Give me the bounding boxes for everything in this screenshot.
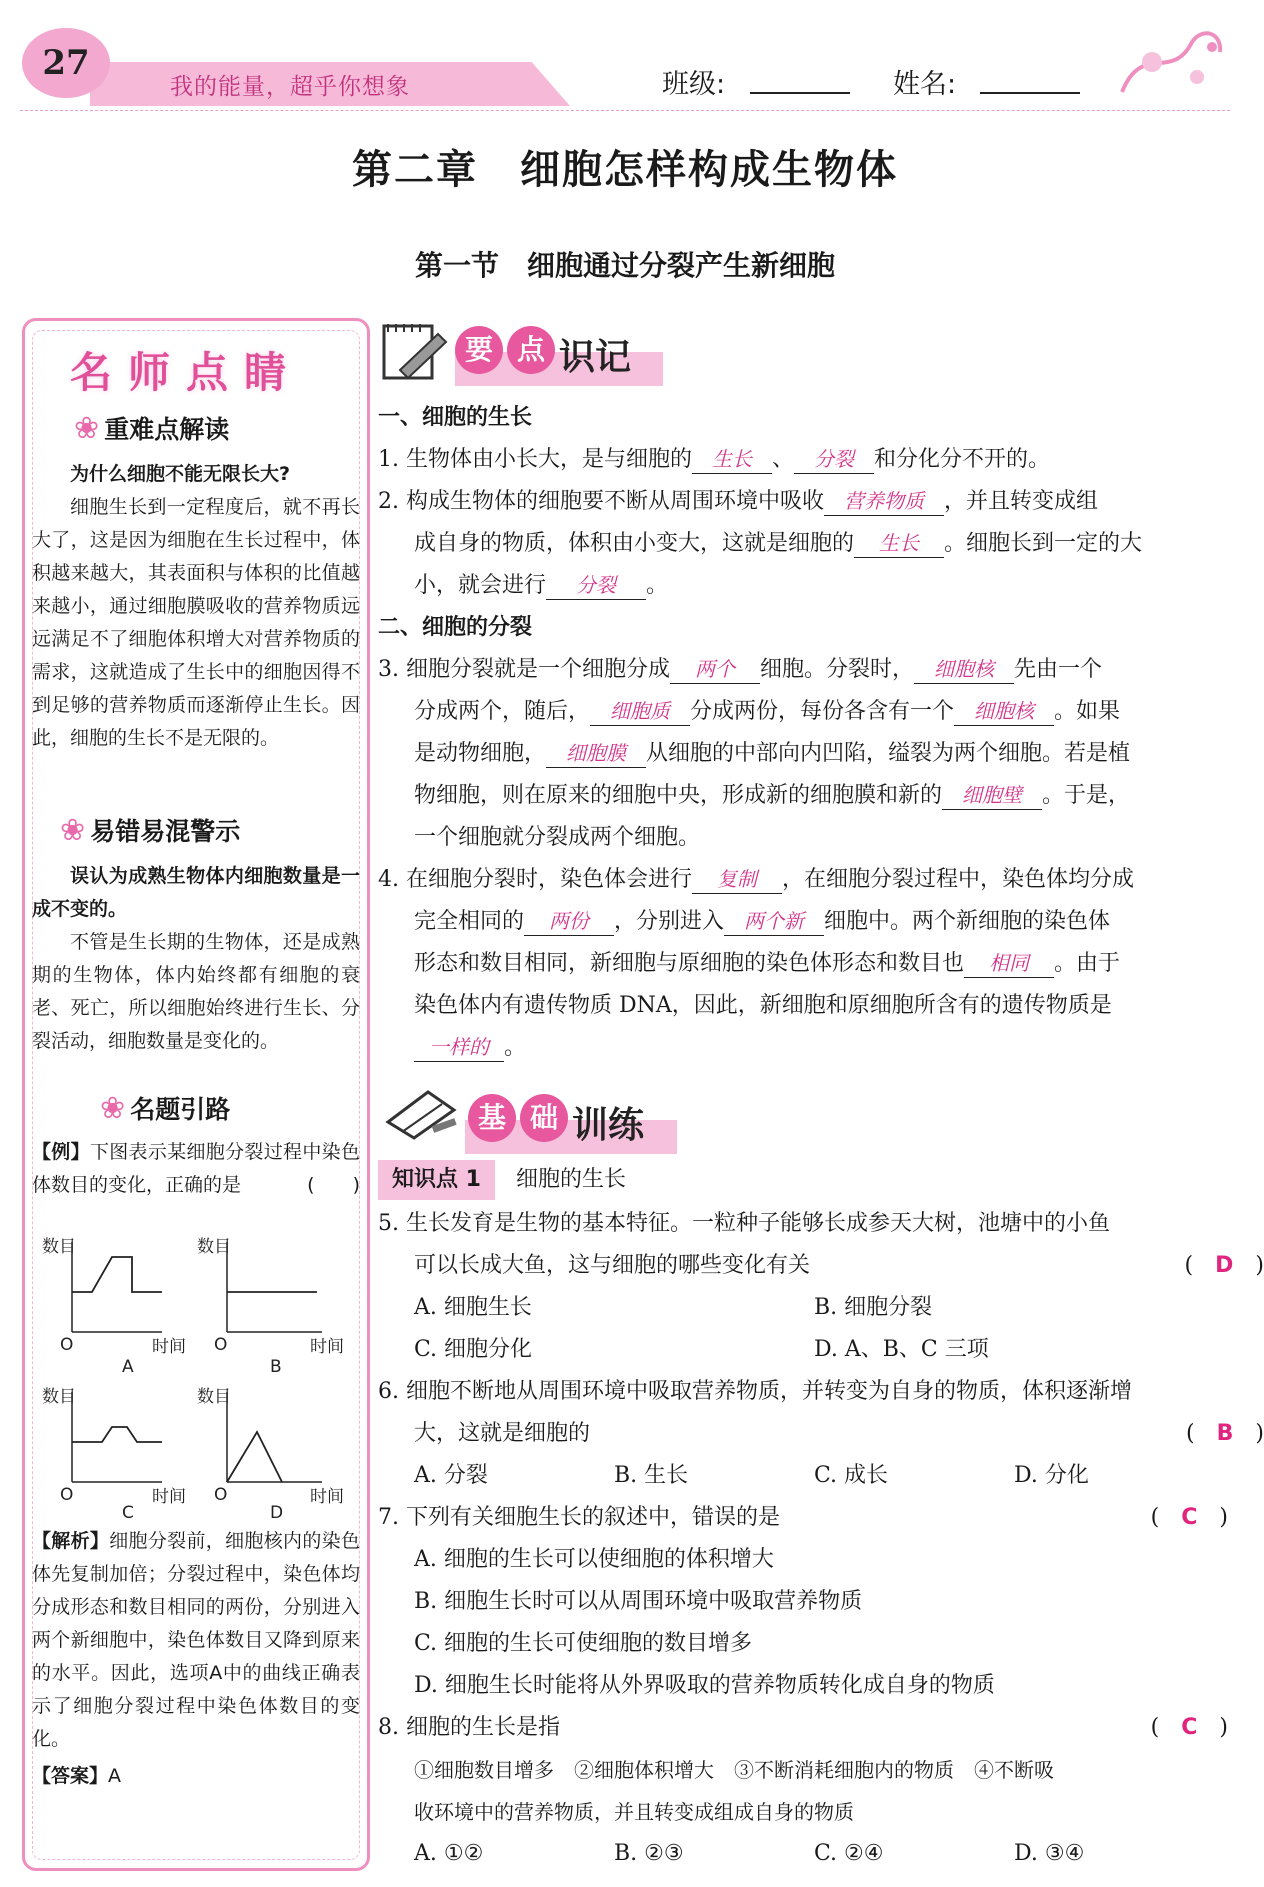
example-tag: 【例】 <box>32 1141 90 1163</box>
q1-blank-1[interactable]: 生长 <box>692 445 772 474</box>
q5-options-row-1 <box>378 1288 1264 1328</box>
class-label: 班级: <box>662 69 726 100</box>
q3-text: 从细胞的中部向内凹陷，缢裂为两个细胞。若是植 <box>646 741 1131 766</box>
q1-text: 生物体由小长大，是与细胞的 <box>406 447 693 472</box>
chapter-title: 第二章 细胞怎样构成生物体 <box>352 146 898 193</box>
training-banner <box>468 1094 644 1150</box>
q3-text: 分成两个，随后， <box>414 699 591 724</box>
q6-option-d[interactable]: D. 分化 <box>1014 1463 1089 1488</box>
butterfly-icon: ❀ <box>60 813 86 848</box>
s1-heading: 重难点解读 <box>104 415 230 444</box>
paren-left: ( <box>1184 1253 1194 1278</box>
paren-left: ( <box>1150 1715 1160 1740</box>
keypoints-badge-2: 点 <box>507 326 555 374</box>
paren-right: ) <box>1255 1253 1264 1278</box>
graph-d-label: D <box>270 1503 284 1523</box>
q2-line-2 <box>378 524 1264 564</box>
s1-heading-row <box>74 410 229 446</box>
answer-tag: 【答案】 <box>32 1765 109 1787</box>
q6-option-a[interactable]: A. 分裂 <box>414 1463 488 1488</box>
q2-blank-1[interactable]: 营养物质 <box>824 487 944 516</box>
graph-c-ylabel: 数目 <box>42 1387 76 1407</box>
keypoints-badge-1: 要 <box>455 326 503 374</box>
paren-right: ) <box>1219 1715 1228 1740</box>
q5-option-b[interactable]: B. 细胞分裂 <box>814 1295 933 1320</box>
graph-b-label: B <box>270 1357 282 1377</box>
q3-text: 分成两份，每份各含有一个 <box>690 699 955 724</box>
q6-answer: B <box>1216 1421 1234 1446</box>
graph-a-origin: O <box>60 1335 74 1355</box>
q6-stem: 大，这就是细胞的 <box>414 1421 591 1446</box>
paren-left: ( <box>1150 1505 1160 1530</box>
q2-line-1 <box>378 482 1228 522</box>
q8-line-1 <box>378 1708 1228 1748</box>
example-body: 下图表示某细胞分裂过程中染色体数目的变化，正确的是 <box>32 1141 360 1196</box>
graph-c-origin: O <box>60 1485 74 1505</box>
kp-heading-1: 一、细胞的生长 <box>378 405 533 430</box>
q4-blank-5[interactable]: 一样的 <box>414 1033 504 1062</box>
q3-line-5: 一个细胞就分裂成两个细胞。 <box>414 825 701 850</box>
keypoints-title: 识记 <box>559 337 632 378</box>
keypoints-banner <box>455 326 631 382</box>
graph-a <box>42 1237 186 1377</box>
example-paren: ( ) <box>307 1174 360 1196</box>
q6-num: 6. <box>378 1379 399 1404</box>
knowledge-point-tag: 知识点 1 <box>378 1160 495 1200</box>
q7-option-d[interactable]: D. 细胞生长时能将从外界吸取的营养物质转化成自身的物质 <box>414 1673 995 1698</box>
s3-heading-row <box>100 1090 230 1126</box>
q5-answer-slot[interactable] <box>1185 1246 1264 1286</box>
q3-blank-6[interactable]: 细胞壁 <box>942 781 1042 810</box>
training-badge-2: 础 <box>520 1094 568 1142</box>
q4-text: 。 <box>504 1035 527 1060</box>
q6-stem: 细胞不断地从周围环境中吸取营养物质，并转变为自身的物质，体积逐渐增 <box>406 1379 1133 1404</box>
graph-d <box>197 1387 344 1523</box>
q3-blank-3[interactable]: 细胞质 <box>590 697 690 726</box>
q7-option-a[interactable]: A. 细胞的生长可以使细胞的体积增大 <box>414 1547 774 1572</box>
q4-text: 在细胞分裂时，染色体会进行 <box>406 867 693 892</box>
q6-line-2 <box>378 1414 1264 1454</box>
training-badge-1: 基 <box>468 1094 516 1142</box>
q7-num: 7. <box>378 1505 399 1530</box>
q5-option-a[interactable]: A. 细胞生长 <box>414 1295 532 1320</box>
q1-text: 、 <box>772 447 795 472</box>
name-label: 姓名: <box>893 69 957 100</box>
q6-line-1 <box>378 1372 1228 1412</box>
q4-line-4: 染色体内有遗传物质 DNA，因此，新细胞和原细胞所含有的遗传物质是 <box>414 993 1112 1018</box>
butterfly-icon: ❀ <box>100 1091 126 1126</box>
s1-body: 细胞生长到一定程度后，就不再长大了，这是因为细胞在生长过程中，体积越来越大，其表面积与体积的比值越来越小，通过细胞膜吸收的营养物质远远满足不了细胞体积增大对营养物质的需求，这就造成了生长中的细胞因得不到足够的营养物质而逐渐停止生长。因此，细胞的生长不是无限的。 <box>32 496 360 749</box>
s2-heading-row <box>60 812 240 848</box>
q2-text: 。细胞长到一定的大 <box>944 531 1143 556</box>
training-title: 训练 <box>572 1105 645 1146</box>
q7-option-c[interactable]: C. 细胞的生长可使细胞的数目增多 <box>414 1631 753 1656</box>
q7-line-1 <box>378 1498 1228 1538</box>
q4-line-1 <box>378 860 1228 900</box>
q3-blank-2[interactable]: 细胞核 <box>914 655 1014 684</box>
analysis-body: 细胞分裂前，细胞核内的染色体先复制加倍；分裂过程中，染色体均分成形态和数目相同的两份，分别进入两个新细胞中，染色体数目又降到原来的水平。因此，选项A中的曲线正确表示了细胞分裂过程中染色体数目的变化。 <box>32 1530 360 1750</box>
answer-value: A <box>108 1765 122 1787</box>
q3-text: 先由一个 <box>1014 657 1103 682</box>
q4-blank-4[interactable]: 相同 <box>964 949 1054 978</box>
q4-line-2 <box>378 902 1264 942</box>
paren-right: ) <box>1219 1505 1228 1530</box>
q6-answer-slot[interactable] <box>1186 1414 1264 1454</box>
butterfly-icon: ❀ <box>74 411 100 446</box>
q3-text: 细胞。分裂时， <box>760 657 915 682</box>
q5-line-2 <box>378 1246 1264 1286</box>
q4-text: ，在细胞分裂过程中，染色体均分成 <box>782 867 1135 892</box>
q7-option-b[interactable]: B. 细胞生长时可以从周围环境中吸取营养物质 <box>414 1589 863 1614</box>
q3-line-1 <box>378 650 1228 690</box>
s1-text <box>32 458 360 755</box>
graph-c <box>42 1387 186 1523</box>
keypoints-section <box>378 398 1228 1058</box>
s1-question: 为什么细胞不能无限长大? <box>70 463 291 485</box>
q2-line-3 <box>378 566 1264 606</box>
q2-text: 。 <box>646 573 669 598</box>
q7-answer-slot[interactable] <box>1151 1498 1228 1538</box>
knowledge-point-title: 细胞的生长 <box>515 1167 626 1192</box>
s2-text <box>32 860 360 1058</box>
q3-text: 物细胞，则在原来的细胞中央，形成新的细胞膜和新的 <box>414 783 943 808</box>
graph-d-origin: O <box>214 1485 228 1505</box>
q8-answer: C <box>1181 1715 1198 1740</box>
training-section <box>378 1160 1264 1870</box>
header-slogan: 我的能量，超乎你想象 <box>170 74 410 100</box>
q8-num: 8. <box>378 1715 399 1740</box>
q2-blank-2[interactable]: 生长 <box>854 529 944 558</box>
q8-answer-slot[interactable] <box>1151 1708 1228 1748</box>
q4-num: 4. <box>378 867 399 892</box>
q7-answer: C <box>1181 1505 1198 1530</box>
graph-grid <box>32 1232 360 1523</box>
kp1-row <box>378 1160 1228 1200</box>
section-title: 第一节 细胞通过分裂产生新细胞 <box>414 249 835 282</box>
graph-a-ylabel: 数目 <box>42 1237 76 1257</box>
q3-line-3 <box>378 734 1264 774</box>
page-number: 27 <box>22 28 110 98</box>
q8-option-b[interactable]: B. ②③ <box>614 1841 684 1866</box>
q1-num: 1. <box>378 447 399 472</box>
q1-text: 和分化分不开的。 <box>874 447 1051 472</box>
graph-a-xlabel: 时间 <box>152 1337 186 1357</box>
q3-text: 细胞分裂就是一个细胞分成 <box>406 657 671 682</box>
notepad-pencil-icon <box>380 320 450 384</box>
q8-items-2: 收环境中的营养物质，并且转变成组成自身的物质 <box>414 1800 854 1824</box>
q5-option-c[interactable]: C. 细胞分化 <box>414 1337 533 1362</box>
q6-option-c[interactable]: C. 成长 <box>814 1463 889 1488</box>
q7-stem: 下列有关细胞生长的叙述中，错误的是 <box>406 1505 781 1530</box>
q2-text: 构成生物体的细胞要不断从周围环境中吸收 <box>406 489 825 514</box>
q5-answer: D <box>1215 1253 1234 1278</box>
q5-line-1 <box>378 1204 1228 1244</box>
q4-text: 。由于 <box>1054 951 1121 976</box>
q3-line-4 <box>378 776 1264 816</box>
graph-b-origin: O <box>214 1335 228 1355</box>
analysis-tag: 【解析】 <box>32 1530 110 1552</box>
graph-a-label: A <box>122 1357 134 1377</box>
q3-line-2 <box>378 692 1264 732</box>
q4-blank-3[interactable]: 两个新 <box>724 907 824 936</box>
q5-stem: 可以长成大鱼，这与细胞的哪些变化有关 <box>414 1253 811 1278</box>
sidebar-title: 名师点睛 <box>70 348 303 397</box>
q4-text: 细胞中。两个新细胞的染色体 <box>824 909 1111 934</box>
q5-stem: 生长发育是生物的基本特征。一粒种子能够长成参天大树，池塘中的小鱼 <box>406 1211 1111 1236</box>
q8-option-a[interactable]: A. ①② <box>414 1841 484 1866</box>
q2-blank-3[interactable]: 分裂 <box>546 571 646 600</box>
header-rule <box>20 110 1230 111</box>
s2-heading: 易错易混警示 <box>90 817 241 846</box>
name-blank[interactable] <box>980 92 1080 94</box>
q1-blank-2[interactable]: 分裂 <box>794 445 874 474</box>
q3-text: 。于是， <box>1042 783 1131 808</box>
q2-num: 2. <box>378 489 399 514</box>
q4-blank-1[interactable]: 复制 <box>692 865 782 894</box>
q4-blank-2[interactable]: 两份 <box>524 907 614 936</box>
q3-num: 3. <box>378 657 399 682</box>
q3-text: 。如果 <box>1054 699 1121 724</box>
graph-d-xlabel: 时间 <box>310 1487 344 1507</box>
q2-text: 成自身的物质，体积由小变大，这就是细胞的 <box>414 531 855 556</box>
q4-text: ，分别进入 <box>614 909 725 934</box>
q5-option-d[interactable]: D. A、B、C 三项 <box>814 1337 989 1362</box>
q5-options-row-2 <box>378 1330 1264 1370</box>
graph-b <box>197 1237 344 1377</box>
q8-stem: 细胞的生长是指 <box>406 1715 561 1740</box>
graph-c-label: C <box>122 1503 134 1523</box>
q3-blank-4[interactable]: 细胞核 <box>954 697 1054 726</box>
q4-line-5 <box>378 1028 1264 1068</box>
q3-text: 是动物细胞， <box>414 741 547 766</box>
q3-blank-1[interactable]: 两个 <box>670 655 760 684</box>
notebook-pens-icon <box>382 1082 462 1142</box>
s2-question: 误认为成熟生物体内细胞数量是一成不变的。 <box>32 865 360 920</box>
q6-option-b[interactable]: B. 生长 <box>614 1463 689 1488</box>
q4-text: 完全相同的 <box>414 909 525 934</box>
analysis-text <box>32 1525 360 1793</box>
q8-option-d[interactable]: D. ③④ <box>1014 1841 1085 1866</box>
example-text <box>32 1136 360 1202</box>
flourish-icon <box>1112 22 1230 104</box>
q8-options <box>378 1834 1264 1874</box>
graph-c-xlabel: 时间 <box>152 1487 186 1507</box>
q4-line-3 <box>378 944 1264 984</box>
q1-line <box>378 440 1228 480</box>
q8-option-c[interactable]: C. ②④ <box>814 1841 884 1866</box>
s3-heading: 名题引路 <box>130 1095 231 1124</box>
graph-d-ylabel: 数目 <box>197 1387 231 1407</box>
s2-body: 不管是生长期的生物体，还是成熟期的生物体，体内始终都有细胞的衰老、死亡，所以细胞始终进行生长、分裂活动，细胞数量是变化的。 <box>32 931 360 1052</box>
paren-right: ) <box>1255 1421 1264 1446</box>
graph-b-xlabel: 时间 <box>310 1337 344 1357</box>
paren-left: ( <box>1186 1421 1195 1446</box>
q8-items-1: ①细胞数目增多 ②细胞体积增大 ③不断消耗细胞内的物质 ④不断吸 <box>414 1758 1054 1782</box>
q4-text: 形态和数目相同，新细胞与原细胞的染色体形态和数目也 <box>414 951 965 976</box>
q6-options <box>378 1456 1264 1496</box>
q2-text: 小，就会进行 <box>414 573 547 598</box>
kp-heading-2: 二、细胞的分裂 <box>378 615 533 640</box>
q2-text: ，并且转变成组 <box>944 489 1099 514</box>
class-blank[interactable] <box>750 92 850 94</box>
graph-b-ylabel: 数目 <box>197 1237 231 1257</box>
q3-blank-5[interactable]: 细胞膜 <box>546 739 646 768</box>
q5-num: 5. <box>378 1211 399 1236</box>
